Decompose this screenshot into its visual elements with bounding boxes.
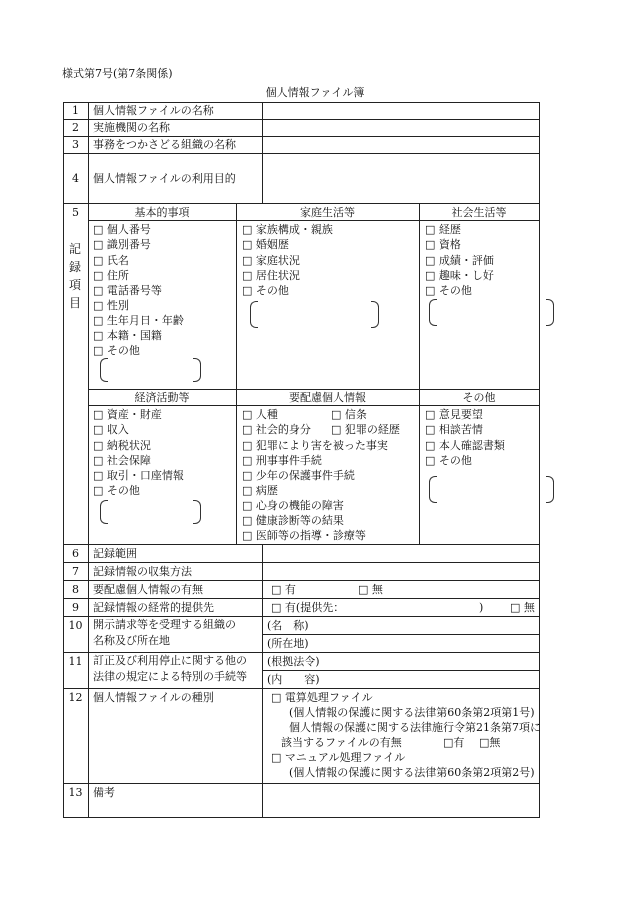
label-organization-name: 事務をつかさどる組織の名称 bbox=[93, 138, 236, 151]
row-number-9: 9 bbox=[72, 601, 79, 614]
manual-file-reference: (個人情報の保護に関する法律第60条第2項第2号) bbox=[289, 766, 535, 779]
sensitive-item[interactable]: □ 信条 bbox=[331, 408, 367, 421]
social-item[interactable]: □ 趣味・し好 bbox=[425, 269, 494, 282]
row-number-12: 12 bbox=[68, 691, 83, 704]
other-item[interactable]: □ その他 bbox=[425, 454, 472, 467]
sensitive-item[interactable]: □ 医師等の指導・診療等 bbox=[242, 529, 366, 542]
procedure-content-field[interactable]: (内 容) bbox=[267, 673, 320, 686]
sensitive-yes-option[interactable]: □ 有 bbox=[271, 583, 296, 596]
sensitive-item[interactable]: □ 人種 bbox=[242, 408, 278, 421]
sensitive-item[interactable]: □ 心身の機能の障害 bbox=[242, 499, 344, 512]
electronic-file-reference: (個人情報の保護に関する法律第60条第2項第1号) bbox=[289, 706, 535, 719]
row-number-11: 11 bbox=[68, 655, 83, 668]
basic-other-bracket-right bbox=[193, 358, 201, 382]
label-file-type: 個人情報ファイルの種別 bbox=[93, 691, 214, 704]
row-number-1: 1 bbox=[72, 104, 79, 117]
economic-item[interactable]: □ 収入 bbox=[93, 423, 129, 436]
label-agency-name: 実施機関の名称 bbox=[93, 121, 170, 134]
org-name-field[interactable]: (名 称) bbox=[267, 619, 309, 632]
provider-close-paren: ) bbox=[479, 601, 484, 614]
row-number-13: 13 bbox=[68, 786, 83, 799]
row-number-4: 4 bbox=[72, 172, 79, 185]
basic-item[interactable]: □ 電話番号等 bbox=[93, 284, 162, 297]
sensitive-item[interactable]: □ 犯罪により害を被った事実 bbox=[242, 439, 388, 452]
economic-other-bracket-right bbox=[193, 500, 201, 524]
basic-item[interactable]: □ 本籍・国籍 bbox=[93, 329, 162, 342]
enforcement-order-text: 個人情報の保護に関する法律施行令第21条第7項に bbox=[289, 721, 541, 734]
family-item[interactable]: □ その他 bbox=[242, 284, 289, 297]
label-usage-purpose: 個人情報ファイルの利用目的 bbox=[93, 172, 236, 185]
family-item[interactable]: □ 居住状況 bbox=[242, 269, 300, 282]
sensitive-item[interactable]: □ 健康診断等の結果 bbox=[242, 514, 344, 527]
label-sensitive-info: 要配慮個人情報の有無 bbox=[93, 583, 203, 596]
provider-yes-option[interactable]: □ 有(提供先： bbox=[271, 601, 345, 614]
social-other-bracket-right bbox=[546, 299, 554, 326]
basic-item[interactable]: □ その他 bbox=[93, 344, 140, 357]
row-number-7: 7 bbox=[72, 565, 79, 578]
social-item[interactable]: □ その他 bbox=[425, 284, 472, 297]
label-file-name: 個人情報ファイルの名称 bbox=[93, 104, 214, 117]
other-other-bracket-left bbox=[429, 476, 437, 503]
label-special-procedure-2: 法律の規定による特別の手続等 bbox=[93, 670, 247, 683]
social-item[interactable]: □ 成績・評価 bbox=[425, 254, 494, 267]
family-item[interactable]: □ 家庭状況 bbox=[242, 254, 300, 267]
sensitive-item[interactable]: □ 刑事事件手続 bbox=[242, 454, 322, 467]
economic-other-bracket-left bbox=[100, 500, 108, 524]
sensitive-item[interactable]: □ 社会的身分 bbox=[242, 423, 311, 436]
sensitive-item[interactable]: □ 少年の保護事件手続 bbox=[242, 469, 355, 482]
other-item[interactable]: □ 意見要望 bbox=[425, 408, 483, 421]
label-disclosure-org-1: 開示請求等を受理する組織の bbox=[93, 618, 236, 631]
form-label: 様式第7号(第7条関係) bbox=[62, 67, 173, 80]
economic-item[interactable]: □ 社会保障 bbox=[93, 454, 151, 467]
other-item[interactable]: □ 本人確認書類 bbox=[425, 439, 505, 452]
basis-law-field[interactable]: (根拠法令) bbox=[267, 655, 320, 668]
basic-item[interactable]: □ 住所 bbox=[93, 269, 129, 282]
basic-item[interactable]: □ 識別番号 bbox=[93, 238, 151, 251]
label-remarks: 備考 bbox=[93, 786, 115, 799]
header-social: 社会生活等 bbox=[451, 206, 507, 219]
sensitive-no-option[interactable]: □ 無 bbox=[358, 583, 383, 596]
row-number-5: 5 bbox=[72, 206, 79, 219]
row-number-6: 6 bbox=[72, 547, 79, 560]
header-other: その他 bbox=[462, 391, 496, 404]
economic-item[interactable]: □ 取引・口座情報 bbox=[93, 469, 184, 482]
header-economic: 経済活動等 bbox=[134, 391, 190, 404]
basic-item[interactable]: □ 性別 bbox=[93, 299, 129, 312]
economic-item[interactable]: □ 資産・財産 bbox=[93, 408, 162, 421]
basic-item[interactable]: □ 個人番号 bbox=[93, 223, 151, 236]
row-number-8: 8 bbox=[72, 583, 79, 596]
header-family: 家庭生活等 bbox=[300, 206, 355, 219]
family-other-bracket-left bbox=[250, 301, 258, 328]
label-disclosure-org-2: 名称及び所在地 bbox=[93, 634, 170, 647]
social-other-bracket-left bbox=[429, 299, 437, 326]
family-item[interactable]: □ 婚姻歴 bbox=[242, 238, 289, 251]
page-title: 個人情報ファイル簿 bbox=[265, 86, 365, 99]
economic-item[interactable]: □ 納税状況 bbox=[93, 439, 151, 452]
enforcement-order-question: 該当するファイルの有無 bbox=[281, 736, 402, 749]
basic-item[interactable]: □ 氏名 bbox=[93, 254, 129, 267]
label-collection-method: 記録情報の収集方法 bbox=[93, 565, 192, 578]
basic-item[interactable]: □ 生年月日・年齢 bbox=[93, 314, 184, 327]
other-other-bracket-right bbox=[546, 476, 554, 503]
social-item[interactable]: □ 経歴 bbox=[425, 223, 461, 236]
sensitive-item[interactable]: □ 犯罪の経歴 bbox=[331, 423, 400, 436]
social-item[interactable]: □ 資格 bbox=[425, 238, 461, 251]
row-number-10: 10 bbox=[68, 619, 83, 632]
org-location-field[interactable]: (所在地) bbox=[267, 637, 309, 650]
header-basic: 基本的事項 bbox=[134, 206, 190, 219]
enforcement-no-option[interactable]: □無 bbox=[479, 736, 501, 749]
label-regular-provider: 記録情報の経常的提供先 bbox=[93, 601, 214, 614]
row-number-3: 3 bbox=[72, 138, 79, 151]
economic-item[interactable]: □ その他 bbox=[93, 484, 140, 497]
provider-no-option[interactable]: □ 無 bbox=[510, 601, 535, 614]
family-item[interactable]: □ 家族構成・親族 bbox=[242, 223, 333, 236]
family-other-bracket-right bbox=[371, 301, 379, 328]
other-item[interactable]: □ 相談苦情 bbox=[425, 423, 483, 436]
header-sensitive: 要配慮個人情報 bbox=[289, 391, 366, 404]
label-record-scope: 記録範囲 bbox=[93, 547, 137, 560]
enforcement-yes-option[interactable]: □有 bbox=[443, 736, 465, 749]
row-number-2: 2 bbox=[72, 121, 79, 134]
label-special-procedure-1: 訂正及び利用停止に関する他の bbox=[93, 654, 247, 667]
basic-other-bracket-left bbox=[100, 358, 108, 382]
manual-file-option[interactable]: □ マニュアル処理ファイル bbox=[271, 751, 406, 764]
electronic-file-option[interactable]: □ 電算処理ファイル bbox=[271, 691, 373, 704]
sensitive-item[interactable]: □ 病歴 bbox=[242, 484, 278, 497]
